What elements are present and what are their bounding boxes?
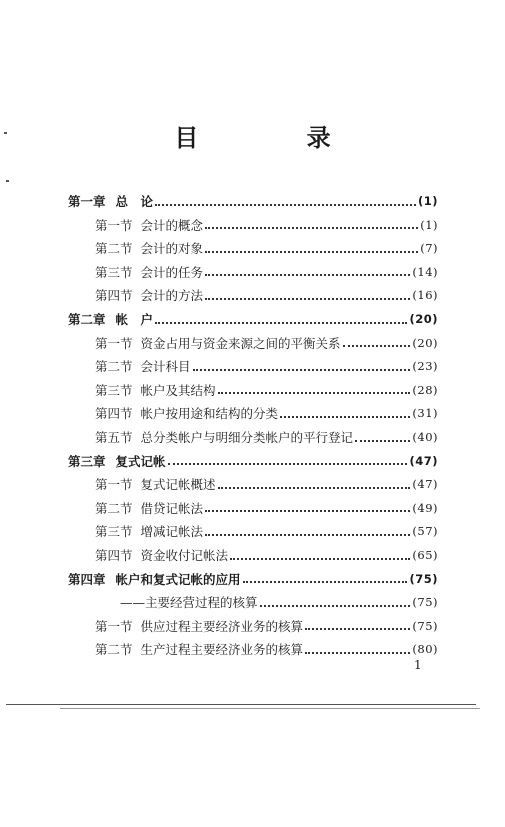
toc-section-row — [120, 591, 438, 613]
toc-section-row — [95, 214, 438, 236]
toc-entry-number: 第二章 — [68, 312, 106, 327]
toc-section-row — [95, 473, 438, 495]
toc-page-ref: (28) — [412, 382, 438, 397]
toc-page-ref: (40) — [412, 430, 438, 444]
page-number: 1 — [414, 658, 422, 672]
bottom-rule — [6, 704, 476, 705]
toc-entry-title: 帐户及其结构 — [140, 382, 216, 398]
toc-page-ref: (75) — [412, 618, 438, 633]
toc-entry-number: 第二节 — [95, 642, 133, 658]
dot-leader — [193, 368, 411, 371]
dot-leader — [205, 273, 410, 276]
toc-section-row — [95, 379, 438, 401]
toc-section-row — [95, 638, 438, 660]
toc-chapter-row — [68, 450, 438, 472]
dot-leader — [155, 203, 416, 206]
page-title: 目 录 — [174, 124, 381, 152]
toc-entry-number: 第四节 — [95, 406, 133, 422]
dot-leader — [205, 297, 410, 300]
toc-entry-number: 第三节 — [95, 264, 133, 280]
toc-page-ref: (31) — [412, 406, 438, 421]
toc-entry-number: 第二节 — [95, 359, 133, 375]
toc-entry-title: 帐 户 — [115, 312, 154, 327]
toc-entry-title: 借贷记帐法 — [140, 500, 204, 516]
toc-entry-title: 帐户和复式记帐的应用 — [115, 571, 241, 587]
toc-entry-title: 会计的对象 — [140, 241, 204, 257]
toc-entry-title: 增减记帐法 — [140, 524, 204, 540]
toc-section-row — [95, 355, 438, 377]
toc-section-row — [95, 497, 438, 519]
toc-chapter-row — [68, 308, 438, 330]
toc-entry-number: 第一节 — [95, 618, 133, 634]
dot-leader — [155, 321, 407, 324]
bottom-rule-faint — [60, 708, 480, 709]
margin-mark — [6, 180, 9, 182]
toc-section-row — [95, 261, 438, 283]
dot-leader — [260, 604, 411, 607]
toc-entry-title: 复式记帐 — [115, 453, 166, 469]
dot-leader — [205, 533, 410, 536]
toc-entry-number: 第四节 — [95, 548, 133, 563]
toc-entry-title: 会计的概念 — [140, 217, 204, 233]
toc-section-row — [95, 426, 438, 448]
toc-entry-title: 供应过程主要经济业务的核算 — [140, 618, 304, 634]
toc-entry-title: 资金占用与资金来源之间的平衡关系 — [140, 335, 341, 351]
toc-entry-title: 复式记帐概述 — [140, 477, 216, 493]
toc-page-ref: (75) — [412, 595, 438, 610]
toc-entry-number: 第二节 — [95, 500, 133, 516]
toc-entry-number: 第一节 — [95, 217, 133, 233]
toc-section-row — [95, 520, 438, 542]
toc-page-ref: (1) — [420, 217, 438, 232]
toc-section-row — [95, 544, 438, 566]
dot-leader — [305, 651, 410, 654]
toc-entry-title: 总分类帐户与明细分类帐户的平行登记 — [140, 430, 354, 445]
toc-section-row — [95, 615, 438, 637]
toc-page-ref: (14) — [412, 264, 438, 279]
dot-leader — [305, 627, 410, 630]
dot-leader — [243, 580, 408, 583]
toc-entry-title: 会计的任务 — [140, 264, 204, 280]
toc-entry-title: ——主要经营过程的核算 — [120, 595, 258, 611]
toc-page-ref: (20) — [412, 335, 438, 350]
toc-page-ref: (47) — [409, 453, 438, 468]
toc-chapter-row — [68, 568, 438, 590]
toc-section-row — [95, 237, 438, 259]
toc-section-row — [95, 402, 438, 424]
dot-leader — [218, 391, 411, 394]
toc-entry-number: 第三节 — [95, 382, 133, 398]
dot-leader — [355, 439, 410, 442]
toc-entry-number: 第三节 — [95, 524, 133, 540]
toc-entry-number: 第一节 — [95, 335, 133, 351]
toc-section-row — [95, 332, 438, 354]
toc-page-ref: (20) — [409, 312, 438, 326]
toc-page-ref: (49) — [412, 500, 438, 515]
toc-entry-number: 第四章 — [68, 571, 106, 587]
toc-entry-title: 会计科目 — [140, 359, 191, 375]
toc-page-ref: (16) — [412, 288, 438, 303]
toc-entry-number: 第三章 — [68, 453, 106, 469]
toc-page-ref: (80) — [412, 642, 438, 657]
toc-entry-number: 第二节 — [95, 241, 133, 257]
toc-entry-title: 会计的方法 — [140, 288, 204, 304]
toc-page-ref: (75) — [409, 571, 438, 586]
toc-entry-title: 总 论 — [115, 194, 154, 209]
margin-mark — [4, 132, 7, 134]
dot-leader — [343, 344, 411, 347]
toc-entry-title: 资金收付记帐法 — [140, 548, 229, 563]
dot-leader — [168, 462, 408, 465]
toc-page-ref: (47) — [412, 477, 438, 492]
toc-entry-number: 第一章 — [68, 194, 106, 209]
toc-page-ref: (57) — [412, 524, 438, 539]
toc-entry-number: 第四节 — [95, 288, 133, 304]
toc-page-ref: (7) — [420, 241, 438, 256]
dot-leader — [205, 226, 418, 229]
toc-section-row — [95, 284, 438, 306]
toc-page-ref: (65) — [412, 548, 438, 562]
dot-leader — [205, 509, 410, 512]
toc-entry-title: 生产过程主要经济业务的核算 — [140, 642, 304, 658]
toc-entry-number: 第五节 — [95, 430, 133, 445]
dot-leader — [230, 557, 410, 560]
toc-page-ref: (1) — [417, 194, 438, 208]
toc-entry-title: 帐户按用途和结构的分类 — [140, 406, 279, 422]
toc-page-ref: (23) — [412, 359, 438, 374]
toc-entry-number: 第一节 — [95, 477, 133, 493]
dot-leader — [205, 250, 418, 253]
dot-leader — [280, 415, 410, 418]
toc-chapter-row — [68, 190, 438, 212]
dot-leader — [218, 486, 411, 489]
